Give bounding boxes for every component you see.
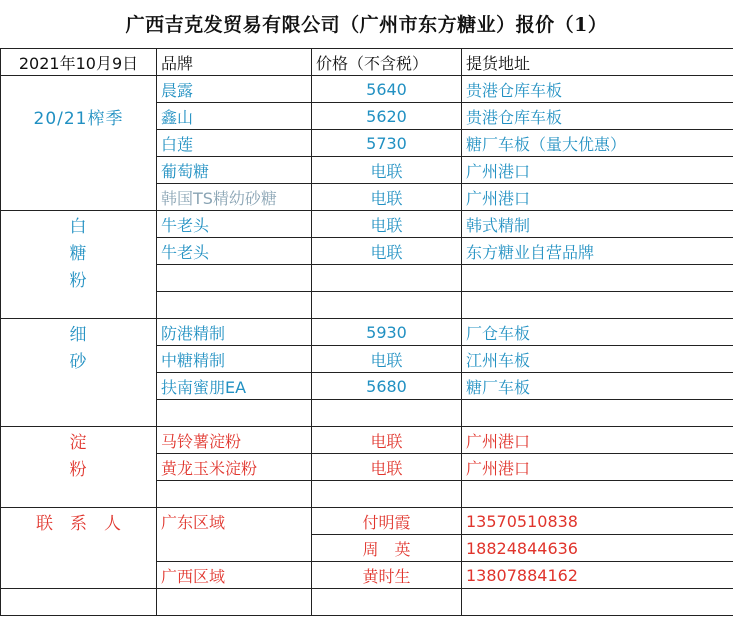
price-cell: 电联: [312, 211, 462, 238]
table-row: [1, 76, 733, 103]
header-date: 2021年10月9日: [1, 49, 157, 76]
category-char: 细: [1, 319, 157, 346]
table-row: [1, 211, 733, 238]
empty-cell: [1, 535, 157, 562]
brand-cell: 马铃薯淀粉: [157, 427, 312, 454]
address-cell: 广州港口: [462, 184, 733, 211]
table-row: [1, 454, 733, 481]
price-cell: 5680: [312, 373, 462, 400]
page-title: 广西吉克发贸易有限公司（广州市东方糖业）报价（1）: [125, 14, 608, 36]
table-row: [1, 238, 733, 265]
table-header-row: [1, 49, 733, 76]
contact-region: [157, 535, 312, 562]
table-row: [1, 157, 733, 184]
address-cell: 东方糖业自营品牌: [462, 238, 733, 265]
empty-cell: [1, 373, 157, 400]
price-cell: 电联: [312, 454, 462, 481]
brand-cell: 鑫山: [157, 103, 312, 130]
table-row: [1, 265, 733, 292]
empty-cell: [462, 400, 733, 427]
table-row: [1, 562, 733, 589]
empty-cell: [1, 400, 157, 427]
empty-cell: [157, 292, 312, 319]
contact-phone: 13570510838: [462, 508, 733, 535]
empty-cell: [157, 400, 312, 427]
brand-cell: 白莲: [157, 130, 312, 157]
address-cell: 广州港口: [462, 427, 733, 454]
category-char: 粉: [1, 265, 157, 292]
contact-phone: 13807884162: [462, 562, 733, 589]
address-cell: 糖厂车板（量大优惠）: [462, 130, 733, 157]
address-cell: 厂仓车板: [462, 319, 733, 346]
empty-cell: [312, 265, 462, 292]
empty-cell: [462, 292, 733, 319]
contact-label: 联 系 人: [1, 508, 157, 535]
price-cell: 5620: [312, 103, 462, 130]
price-table: [0, 48, 733, 616]
contact-region: 广东区域: [157, 508, 312, 535]
contact-name: 周 英: [312, 535, 462, 562]
price-cell: 电联: [312, 184, 462, 211]
season-label: 20/21榨季: [1, 103, 157, 130]
category-char: 白: [1, 211, 157, 238]
contact-phone: 18824844636: [462, 535, 733, 562]
brand-cell: 中糖精制: [157, 346, 312, 373]
table-row: [1, 319, 733, 346]
table-row: [1, 589, 733, 616]
price-cell: 5640: [312, 76, 462, 103]
header-address: 提货地址: [462, 49, 733, 76]
contact-name: 黄时生: [312, 562, 462, 589]
price-cell: 电联: [312, 238, 462, 265]
empty-cell: [1, 589, 157, 616]
table-row: [1, 184, 733, 211]
address-cell: 糖厂车板: [462, 373, 733, 400]
table-row: [1, 292, 733, 319]
season-cell-blank: [1, 184, 157, 211]
season-cell-blank: [1, 76, 157, 103]
category-char: 粉: [1, 454, 157, 481]
empty-cell: [312, 589, 462, 616]
price-cell: 电联: [312, 157, 462, 184]
empty-cell: [462, 265, 733, 292]
contact-region: 广西区域: [157, 562, 312, 589]
empty-cell: [312, 481, 462, 508]
price-cell: 电联: [312, 346, 462, 373]
empty-cell: [1, 292, 157, 319]
brand-cell: 扶南蜜朋EA: [157, 373, 312, 400]
brand-cell: 韩国TS精幼砂糖: [157, 184, 312, 211]
header-brand: 品牌: [157, 49, 312, 76]
category-char: 糖: [1, 238, 157, 265]
header-price: 价格（不含税）: [312, 49, 462, 76]
table-row: [1, 481, 733, 508]
table-row: [1, 508, 733, 535]
empty-cell: [462, 589, 733, 616]
season-cell-blank: [1, 157, 157, 184]
table-row: [1, 130, 733, 157]
brand-cell: 葡萄糖: [157, 157, 312, 184]
brand-cell: 牛老头: [157, 211, 312, 238]
empty-cell: [1, 481, 157, 508]
table-row: [1, 400, 733, 427]
address-cell: 广州港口: [462, 157, 733, 184]
table-row: [1, 535, 733, 562]
brand-cell: 防港精制: [157, 319, 312, 346]
brand-cell: 黄龙玉米淀粉: [157, 454, 312, 481]
empty-cell: [157, 265, 312, 292]
price-cell: 5930: [312, 319, 462, 346]
address-cell: 江州车板: [462, 346, 733, 373]
address-cell: 贵港仓库车板: [462, 103, 733, 130]
table-row: [1, 346, 733, 373]
empty-cell: [157, 589, 312, 616]
address-cell: 广州港口: [462, 454, 733, 481]
empty-cell: [312, 400, 462, 427]
address-cell: 贵港仓库车板: [462, 76, 733, 103]
empty-cell: [312, 292, 462, 319]
price-cell: 电联: [312, 427, 462, 454]
empty-cell: [462, 481, 733, 508]
empty-cell: [157, 481, 312, 508]
brand-cell: 晨露: [157, 76, 312, 103]
category-char: 淀: [1, 427, 157, 454]
table-row: [1, 373, 733, 400]
empty-cell: [1, 562, 157, 589]
category-char: 砂: [1, 346, 157, 373]
season-cell-blank: [1, 130, 157, 157]
table-row: [1, 427, 733, 454]
contact-name: 付明霞: [312, 508, 462, 535]
price-cell: 5730: [312, 130, 462, 157]
address-cell: 韩式精制: [462, 211, 733, 238]
table-row: [1, 103, 733, 130]
brand-cell: 牛老头: [157, 238, 312, 265]
